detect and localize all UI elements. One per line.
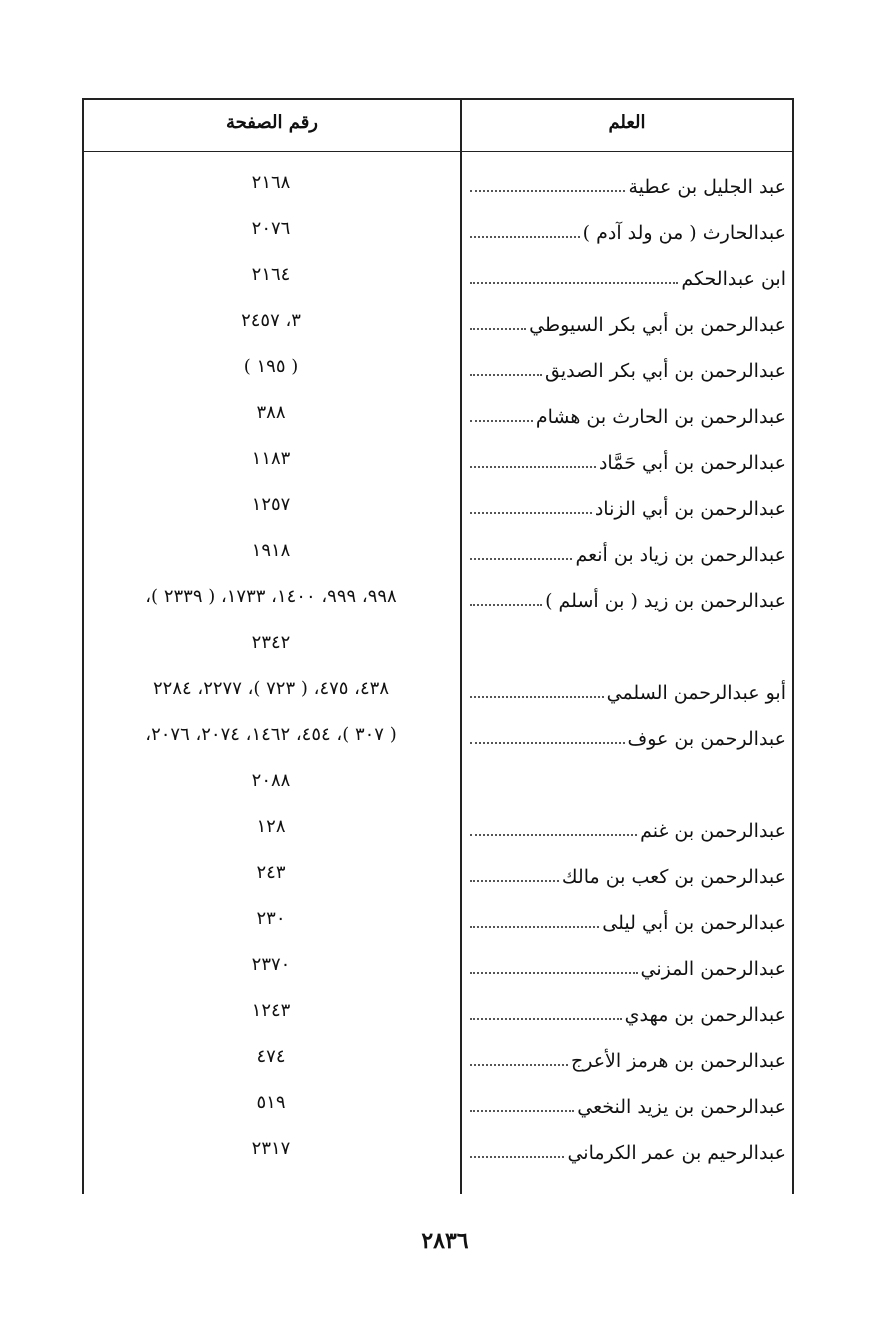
table-row xyxy=(82,766,792,796)
table-row xyxy=(82,720,792,750)
table-row xyxy=(82,260,792,290)
entry-pages: ٢٣٠ xyxy=(256,908,286,929)
entry-pages: ( ٣٠٧ )، ٤٥٤، ١٤٦٢، ٢٠٧٤، ٢٠٧٦، xyxy=(145,724,397,745)
entry-name-text: عبدالرحمن بن أبي بكر الصديق xyxy=(544,360,786,382)
entry-pages: ١٢٨ xyxy=(256,816,286,837)
table-row xyxy=(82,490,792,520)
table-row xyxy=(82,628,792,658)
entry-name xyxy=(470,214,786,244)
table-row xyxy=(82,904,792,934)
leader-dots xyxy=(470,328,526,330)
entry-name xyxy=(470,904,786,934)
entry-pages: ٤٣٨، ٤٧٥، ( ٧٢٣ )، ٢٢٧٧، ٢٢٨٤ xyxy=(152,678,389,699)
entry-name-text: عبدالرحمن بن هرمز الأعرج xyxy=(570,1050,786,1072)
column-header-pages: رقم الصفحة xyxy=(225,112,318,133)
table-row xyxy=(82,950,792,980)
table-row xyxy=(82,1088,792,1118)
entry-name xyxy=(470,352,786,382)
page-number: ٢٨٣٦ xyxy=(421,1228,469,1254)
entry-pages: ٢٣٧٠ xyxy=(251,954,291,975)
table-right-border xyxy=(792,98,794,1194)
table-row xyxy=(82,352,792,382)
entry-name xyxy=(470,1088,786,1118)
entry-name-text: عبدالرحمن بن زياد بن أنعم xyxy=(575,544,786,566)
entry-name xyxy=(470,168,786,198)
entry-name xyxy=(470,306,786,336)
entry-name-text: عبدالرحيم بن عمر الكرماني xyxy=(567,1142,786,1164)
table-row xyxy=(82,444,792,474)
table-row xyxy=(82,398,792,428)
entry-name xyxy=(470,1042,786,1072)
entry-pages: ٣، ٢٤٥٧ xyxy=(241,310,301,331)
leader-dots xyxy=(470,604,542,606)
entry-pages: ١٩١٨ xyxy=(251,540,291,561)
entry-name-text: عبدالرحمن المزني xyxy=(640,958,786,980)
leader-dots xyxy=(470,926,599,928)
leader-dots xyxy=(470,834,637,836)
entry-name-text: أبو عبدالرحمن السلمي xyxy=(606,682,786,704)
entry-pages: ٢٣٤٢ xyxy=(251,632,291,653)
entry-name xyxy=(470,444,786,474)
entry-pages: ٢١٦٨ xyxy=(251,172,291,193)
entry-name-text: عبدالرحمن بن أبي الزناد xyxy=(594,498,786,520)
entry-pages: ٢٣١٧ xyxy=(251,1138,291,1159)
table-row xyxy=(82,168,792,198)
leader-dots xyxy=(470,972,638,974)
table-row xyxy=(82,582,792,612)
entry-name-text: عبدالرحمن بن زيد ( بن أسلم ) xyxy=(545,590,786,612)
column-header-name: العلم xyxy=(608,112,646,133)
table-row xyxy=(82,996,792,1026)
leader-dots xyxy=(470,282,678,284)
entry-name-text: عبدالرحمن بن الحارث بن هشام xyxy=(535,406,786,428)
leader-dots xyxy=(470,696,604,698)
table-row xyxy=(82,812,792,842)
entry-name xyxy=(470,996,786,1026)
entry-name xyxy=(470,260,786,290)
entry-name xyxy=(470,536,786,566)
entry-name xyxy=(470,720,786,750)
entry-pages: ٥١٩ xyxy=(256,1092,286,1113)
entry-name-text: عبدالرحمن بن أبي بكر السيوطي xyxy=(529,314,786,336)
entry-pages: ١١٨٣ xyxy=(251,448,291,469)
table-row xyxy=(82,214,792,244)
entry-pages: ( ١٩٥ ) xyxy=(243,356,299,377)
entry-name xyxy=(470,812,786,842)
leader-dots xyxy=(470,880,559,882)
entry-pages: ٢٠٨٨ xyxy=(251,770,291,791)
entry-pages: ٤٧٤ xyxy=(256,1046,286,1067)
entry-name-text: عبدالرحمن بن أبي ليلى xyxy=(602,912,786,934)
table-row xyxy=(82,674,792,704)
entry-pages: ١٢٥٧ xyxy=(251,494,291,515)
entry-pages: ١٢٤٣ xyxy=(251,1000,291,1021)
leader-dots xyxy=(470,1064,568,1066)
entry-name-text: عبدالرحمن بن عوف xyxy=(627,728,786,750)
entry-name-text: عبدالرحمن بن غنم xyxy=(640,820,786,842)
entry-pages: ٢١٦٤ xyxy=(251,264,291,285)
entry-name xyxy=(470,490,786,520)
entry-name-text: عبدالرحمن بن مهدي xyxy=(624,1004,786,1026)
entry-pages: ٢٠٧٦ xyxy=(251,218,291,239)
leader-dots xyxy=(470,1110,574,1112)
entry-name xyxy=(470,858,786,888)
entry-name-text: عبدالرحمن بن كعب بن مالك xyxy=(561,866,786,888)
leader-dots xyxy=(470,190,625,192)
entry-pages: ٣٨٨ xyxy=(256,402,286,423)
table-row xyxy=(82,306,792,336)
leader-dots xyxy=(470,374,542,376)
entry-name xyxy=(470,582,786,612)
entry-name xyxy=(470,674,786,704)
entry-pages: ٢٤٣ xyxy=(256,862,286,883)
entry-pages: ٩٩٨، ٩٩٩، ١٤٠٠، ١٧٣٣، ( ٢٣٣٩ )، xyxy=(145,586,397,607)
entry-name-text: ابن عبدالحكم xyxy=(681,268,786,290)
table-row xyxy=(82,1134,792,1164)
leader-dots xyxy=(470,1018,622,1020)
leader-dots xyxy=(470,1156,564,1158)
header-divider xyxy=(82,151,794,152)
entry-name xyxy=(470,398,786,428)
leader-dots xyxy=(470,466,596,468)
entry-name-text: عبدالحارث ( من ولد آدم ) xyxy=(582,222,786,244)
leader-dots xyxy=(470,236,580,238)
leader-dots xyxy=(470,558,572,560)
entry-name-text: عبد الجليل بن عطية xyxy=(628,176,786,198)
table-row xyxy=(82,858,792,888)
leader-dots xyxy=(470,512,592,514)
entry-name xyxy=(470,950,786,980)
entry-name-text: عبدالرحمن بن أبي حَمَّاد xyxy=(598,452,786,474)
leader-dots xyxy=(470,742,625,744)
leader-dots xyxy=(470,420,533,422)
entry-name xyxy=(470,1134,786,1164)
table-row xyxy=(82,1042,792,1072)
entry-name-text: عبدالرحمن بن يزيد النخعي xyxy=(577,1096,786,1118)
table-row xyxy=(82,536,792,566)
